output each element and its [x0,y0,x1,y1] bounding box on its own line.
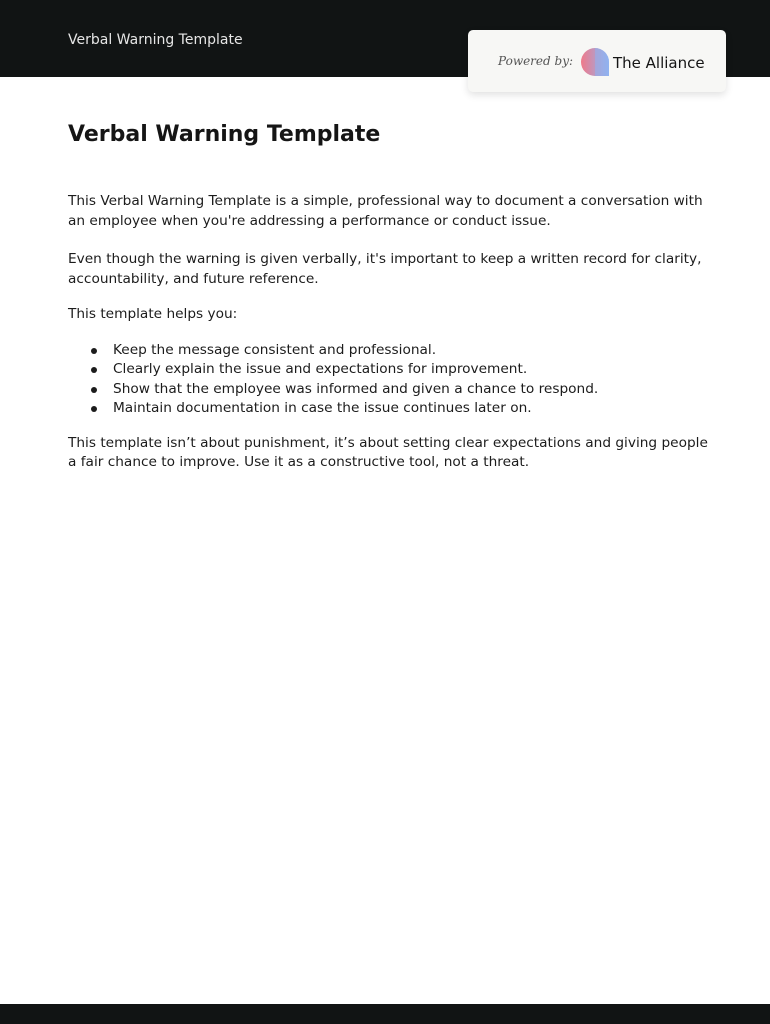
bullet-icon [91,387,97,393]
powered-by-badge[interactable] [468,30,726,92]
list-item [68,360,708,380]
list-item-text: Maintain documentation in case the issue continues later on. [113,400,532,416]
powered-by-label: Powered by: [498,54,574,68]
header-bar [0,0,770,77]
list-item-text: Clearly explain the issue and expectations for improvement. [113,361,528,377]
brand-name[interactable]: The Alliance [613,54,705,72]
list-item-text: Show that the employee was informed and given a chance to respond. [113,380,599,397]
footer-bar [0,1004,770,1024]
list-item [68,341,708,361]
page-title: Verbal Warning Template [68,122,381,147]
intro-paragraph: This Verbal Warning Template is a simple, professional way to document a conversation with an employee when you're addressing a performance or conduct issue. [68,193,703,229]
header-title: Verbal Warning Template [68,32,243,48]
helps-intro: This template helps you: [68,306,238,322]
bullet-icon [91,367,97,373]
the-alliance-logo-icon [580,47,610,77]
bullet-icon [91,348,97,354]
list-item [68,399,708,419]
document-body [68,192,708,473]
bullet-icon [91,406,97,412]
closing-paragraph: This template isn’t about punishment, it’s about setting clear expectations and giving people a fair chance to improve. Use it as a constructive tool, not a threat. [68,434,708,470]
record-note-paragraph: Even though the warning is given verbally, it's important to keep a written record for clarity, accountability, and future reference. [68,251,702,287]
list-item [68,380,708,400]
list-item-text: Keep the message consistent and professional. [113,341,437,358]
benefits-list [68,341,708,419]
